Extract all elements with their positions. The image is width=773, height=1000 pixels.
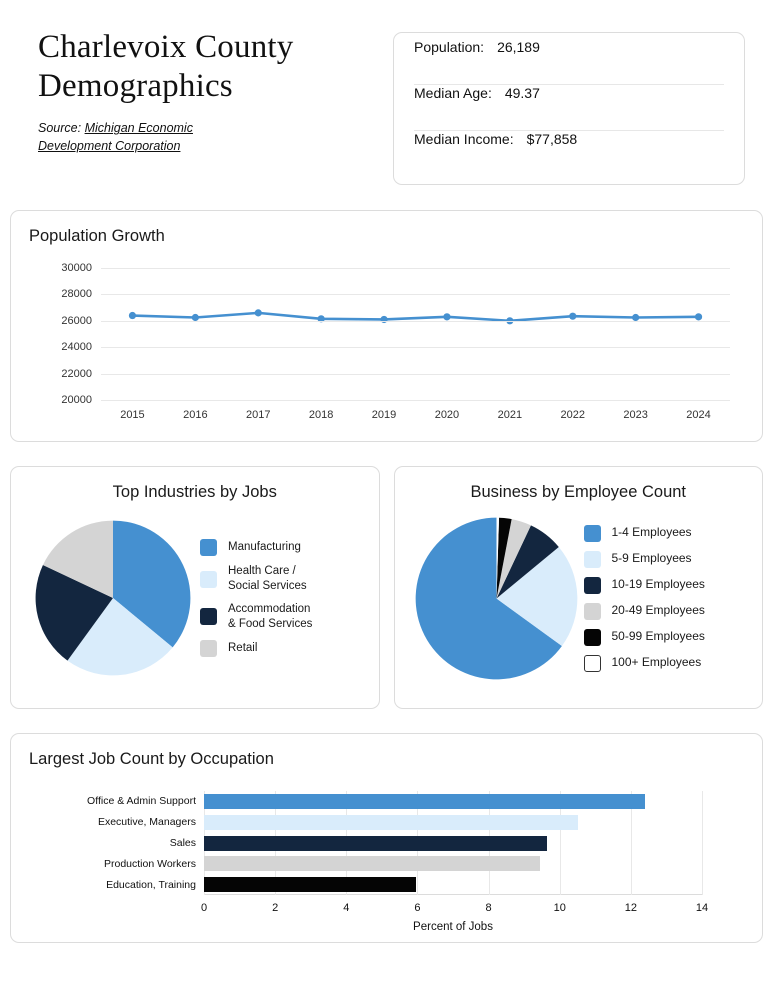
y-axis-tick-label: 20000 [61, 394, 92, 406]
stat-row-median-age [414, 85, 724, 131]
stat-label: Median Age: [414, 85, 492, 101]
business-employee-card [394, 466, 764, 709]
business-employee-title: Business by Employee Count [470, 483, 687, 501]
legend-swatch-icon [584, 577, 601, 594]
population-growth-card [10, 210, 763, 442]
bar-row [106, 877, 416, 892]
source-attribution [38, 119, 223, 155]
x-axis-tick-label: 2016 [183, 409, 208, 421]
data-point [255, 309, 262, 316]
data-point [129, 312, 136, 319]
bar-axis-title: Percent of Jobs [413, 921, 493, 933]
legend-item-label: Accommodation & Food Services [228, 603, 313, 630]
x-axis-tick-label: 2023 [623, 409, 648, 421]
bar-fill [204, 877, 416, 892]
stat-value: $77,858 [526, 131, 578, 147]
stat-value: 26,189 [497, 39, 540, 55]
legend-item-label: Health Care / Social Services [228, 565, 307, 593]
bar-fill [204, 856, 540, 871]
x-axis-tick-label: 2022 [560, 409, 585, 421]
legend-item[interactable] [200, 602, 365, 632]
y-axis-tick-label: 24000 [61, 341, 92, 354]
legend-item-label: 20-49 Employees [611, 603, 705, 618]
gridline [61, 341, 730, 354]
population-line-series [101, 268, 730, 400]
legend-item[interactable] [584, 603, 749, 620]
pie-charts-row [10, 466, 763, 709]
legend-swatch-icon [584, 629, 601, 646]
gridline [61, 314, 730, 327]
page-title: Charlevoix County Demographics [38, 29, 294, 104]
x-axis-tick-label: 12 [624, 902, 637, 914]
y-axis-tick-label: 22000 [61, 367, 92, 380]
legend-swatch-icon [584, 603, 601, 620]
x-axis-tick-label: 0 [200, 902, 208, 914]
legend-item[interactable] [200, 539, 365, 556]
legend-item-label: 50-99 Employees [611, 629, 705, 644]
legend-item[interactable] [584, 577, 749, 594]
top-industries-legend [200, 535, 365, 661]
x-axis-tick-label: 2024 [686, 409, 711, 421]
gridline [61, 394, 730, 406]
legend-item[interactable] [584, 551, 749, 568]
legend-swatch-icon [200, 608, 217, 625]
top-industries-pie [34, 519, 192, 677]
business-employee-pie [414, 516, 579, 681]
gridline [702, 791, 703, 895]
legend-swatch-icon [584, 655, 601, 672]
largest-job-count-card [10, 733, 763, 943]
legend-item[interactable] [584, 655, 749, 672]
x-axis-tick-label: 10 [553, 902, 566, 914]
top-industries-body [25, 508, 365, 688]
legend-swatch-icon [200, 640, 217, 657]
x-axis-tick-label: 2017 [246, 409, 271, 421]
data-point [380, 316, 387, 323]
bar-fill [204, 836, 547, 851]
y-axis-tick-label: 30000 [61, 262, 92, 274]
bar-category-label: Production Workers [103, 857, 196, 870]
legend-item-label: Manufacturing [228, 541, 301, 554]
y-axis-tick-label: 26000 [61, 314, 92, 327]
bar-row [87, 794, 645, 809]
business-employee-pie-holder [409, 516, 584, 681]
bar-axis-line [204, 894, 702, 895]
bar-category-label: Executive, Managers [97, 816, 196, 829]
legend-item[interactable] [584, 525, 749, 542]
bar-category-label: Education, Training [106, 878, 196, 891]
summary-stats-card [393, 32, 745, 185]
legend-swatch-icon [200, 571, 217, 588]
top-industries-pie-holder [25, 519, 200, 677]
population-growth-chart [29, 262, 742, 432]
y-axis-tick-label: 28000 [61, 288, 92, 301]
stat-value: 49.37 [504, 85, 540, 101]
data-point [569, 313, 576, 320]
bar-category-label: Sales [169, 837, 196, 849]
stat-row-median-income [414, 131, 724, 176]
business-employee-legend [584, 520, 749, 676]
x-axis-tick-label: 2020 [434, 409, 460, 421]
x-axis-tick-label: 2019 [371, 409, 397, 421]
legend-item-label: 1-4 Employees [611, 525, 692, 540]
legend-item-label: 100+ Employees [611, 655, 702, 670]
data-point [443, 313, 450, 320]
x-axis-tick-label: 8 [485, 902, 492, 914]
top-industries-card [10, 466, 380, 709]
top-industries-title: Top Industries by Jobs [112, 483, 277, 501]
legend-swatch-icon [584, 551, 601, 568]
x-axis-tick-label: 6 [414, 902, 421, 914]
legend-item-label: Retail [228, 641, 258, 654]
stat-label: Population: [414, 39, 485, 55]
x-axis-tick-label: 2018 [308, 409, 334, 421]
gridline [61, 367, 730, 380]
bar-fill [204, 794, 645, 809]
bar-plot-area [87, 791, 709, 933]
title-block [38, 22, 338, 155]
gridline [61, 288, 730, 301]
largest-job-count-title: Largest Job Count by Occupation [29, 750, 274, 768]
x-axis-tick-label: 14 [695, 902, 709, 914]
bar-category-label: Office & Admin Support [87, 795, 196, 808]
line-plot-area [61, 262, 730, 421]
legend-item[interactable] [584, 629, 749, 646]
gridline [61, 262, 730, 274]
page-header [10, 0, 763, 185]
legend-item-label: 5-9 Employees [611, 551, 692, 566]
stat-row-population [414, 39, 724, 85]
bar-fill [204, 815, 578, 830]
bar-row [97, 815, 578, 830]
source-link[interactable]: Michigan Economic Development Corporation [38, 121, 193, 154]
stat-label: Median Income: [414, 131, 514, 147]
largest-job-count-chart [29, 787, 742, 937]
x-axis-tick-label: 2021 [497, 409, 523, 421]
legend-swatch-icon [200, 539, 217, 556]
business-employee-body [409, 508, 749, 688]
x-axis-tick-label: 2015 [120, 409, 145, 421]
legend-item[interactable] [200, 640, 365, 657]
x-axis-tick-label: 4 [343, 902, 350, 914]
x-axis-tick-label: 2 [272, 902, 279, 914]
legend-swatch-icon [584, 525, 601, 542]
bar-row [103, 856, 540, 871]
population-growth-title: Population Growth [29, 227, 165, 245]
bar-row [169, 836, 547, 851]
legend-item[interactable] [200, 564, 365, 594]
legend-item-label: 10-19 Employees [611, 577, 705, 592]
data-point [695, 313, 702, 320]
source-label: Source: [38, 121, 82, 136]
